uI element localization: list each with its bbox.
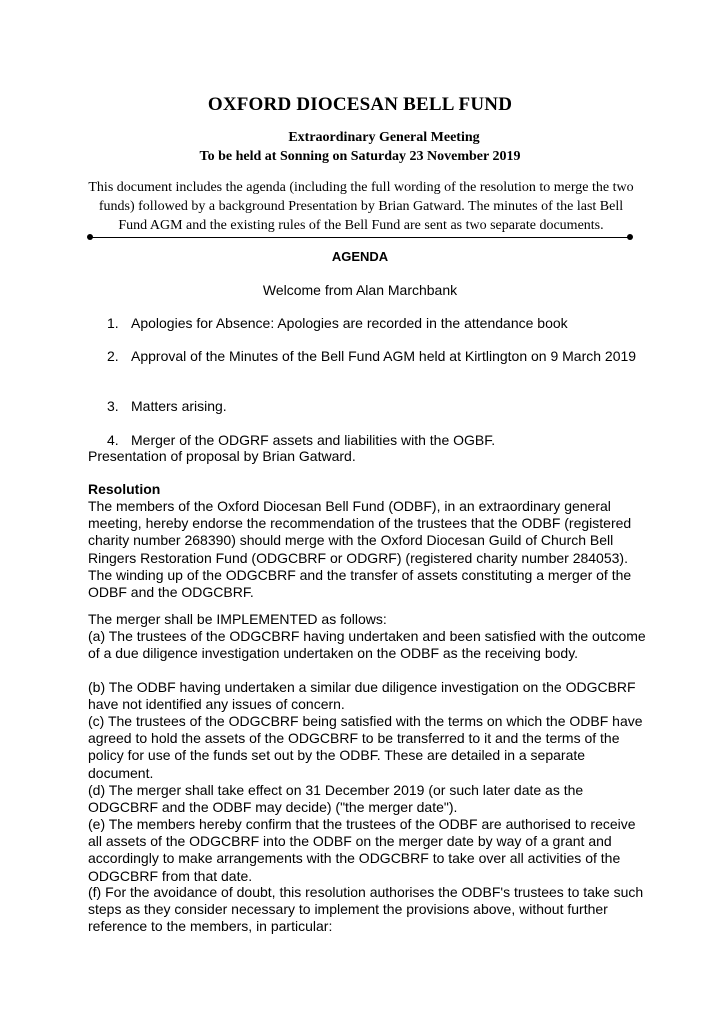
- resolution-clause-d: (d) The merger shall take effect on 31 December 2019 (or such later date as the ODGCBRF and the ODBF may decide) ("the merger date").: [88, 782, 584, 816]
- agenda-item-number: 3.: [107, 398, 119, 414]
- resolution-clause-e: (e) The members hereby confirm that the trustees of the ODBF are authorised to receive all assets of the ODGCBRF into the ODBF on the merger date by way of a grant and accordingly to make arrangements with the ODGCBRF to take over all activities of the ODGCBRF from that date.: [88, 816, 636, 884]
- agenda-item-text: Matters arising.: [131, 398, 227, 414]
- resolution-heading: Resolution: [88, 481, 161, 497]
- agenda-item-text: Approval of the Minutes of the Bell Fund AGM held at Kirtlington on 9 March 2019: [131, 348, 637, 364]
- intro-paragraph: This document includes the agenda (including the full wording of the resolution to merge the two funds) followed by a background Presentation by Brian Gatward. The minutes of the last Bell Fund AGM and the existing rules of the Bell Fund are sent as two separate documents.: [88, 180, 634, 233]
- agenda-item-text: Apologies for Absence: Apologies are recorded in the attendance book: [131, 315, 568, 331]
- rule-end-dot-right: [627, 234, 633, 240]
- meeting-type: Extraordinary General Meeting: [288, 130, 480, 145]
- meeting-date-location: To be held at Sonning on Saturday 23 November 2019: [199, 149, 521, 164]
- agenda-item-number: 4.: [107, 432, 119, 448]
- implementation-intro: The merger shall be IMPLEMENTED as follows:: [88, 611, 387, 627]
- resolution-clause-f: (f) For the avoidance of doubt, this resolution authorises the ODBF's trustees to take such steps as they consider necessary to implement the provisions above, without further reference to the members, in particular:: [88, 884, 644, 935]
- section-divider: [90, 237, 630, 238]
- resolution-clause-b: (b) The ODBF having undertaken a similar due diligence investigation on the ODGCBRF have not identified any issues of concern.: [88, 679, 636, 713]
- agenda-item-text: Merger of the ODGRF assets and liabilities with the OGBF.: [131, 432, 496, 448]
- agenda-item-number: 1.: [107, 315, 119, 331]
- resolution-clause-a: (a) The trustees of the ODGCBRF having undertaken and been satisfied with the outcome of a due diligence investigation undertaken on the ODBF as the receiving body.: [88, 628, 646, 662]
- resolution-clause-c: (c) The trustees of the ODGCBRF being satisfied with the terms on which the ODBF have agreed to hold the assets of the ODGCBRF to be transferred to it and the terms of the policy for use of the funds set out by the ODBF. These are detailed in a separate document.: [88, 713, 643, 781]
- resolution-body: The members of the Oxford Diocesan Bell Fund (ODBF), in an extraordinary general meeting, hereby endorse the recommendation of the trustees that the ODBF (registered charity number 268390) should merge with the Oxford Diocesan Guild of Church Bell Ringers Restoration Fund (ODGCBRF or ODGRF) (registered charity number 284053). The winding up of the ODGCBRF and the transfer of assets constituting a merger of the ODBF and the ODGCBRF.: [88, 498, 632, 601]
- agenda-heading: AGENDA: [331, 249, 389, 264]
- presentation-note: Presentation of proposal by Brian Gatward.: [88, 448, 356, 464]
- agenda-item-number: 2.: [107, 348, 119, 364]
- agenda-welcome: Welcome from Alan Marchbank: [262, 282, 458, 298]
- document-title: OXFORD DIOCESAN BELL FUND: [207, 94, 513, 115]
